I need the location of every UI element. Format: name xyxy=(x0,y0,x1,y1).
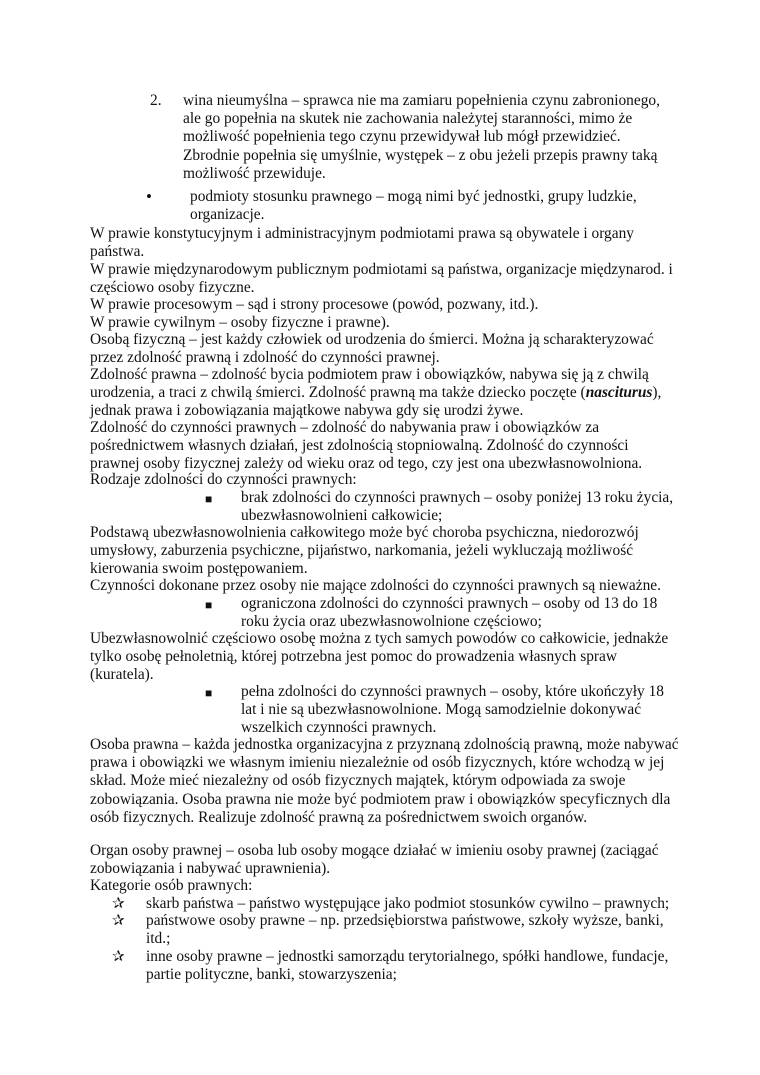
text-part: ), jednak prawa i zobowiązania majątkowe nabywa gdy się urodzi żywe. xyxy=(90,384,662,420)
paragraph-osoba-prawna: Osoba prawna – każda jednostka organizacyjna z przyznaną zdolnością prawną, może nabywać prawa i obowiązki we własnym imieniu niezależnie od osób fizycznych, które wchodzą w jej skład. Może mieć niezależny od osób fizycznych majątek, którym odpowiada za swoje zobowiązania. Osoba prawna nie może być podmiotem praw i obowiązków specyficznych dla osób fizycznych. Realizuje zdolność prawną za pośrednictwem swoich organów. xyxy=(90,736,679,826)
list-text: wina nieumyślna – sprawca nie ma zamiaru popełnienia czynu zabronionego, ale go popełnia na skutek nie zachowania należytej staranności, mimo że możliwość popełnienia tego czynu przewidywał lub mógł przewidzieć. Zbrodnie popełnia się umyślnie, występek – z obu jeżeli przepis prawny taką możliwość przewiduje. xyxy=(183,92,660,182)
paragraph-ubezwlasnowolnienie: Ubezwłasnowolnić częściowo osobę można z tych samych powodów co całkowicie, jednakże tylko osobę pełnoletnią, której potrzebna jest pomoc do prowadzenia własnych spraw (kuratela). xyxy=(90,630,669,684)
list-item-wina-nieumyslna xyxy=(150,92,670,183)
star-text: państwowe osoby prawne – np. przedsiębiorstwa państwowe, szkoły wyższe, banki, itd.; xyxy=(146,912,664,948)
star-text: skarb państwa – państwo występujące jako podmiot stosunków cywilno – prawnych; xyxy=(146,895,670,912)
bullet-text: podmioty stosunku prawnego – mogą nimi być jednostki, grupy ludzkie, organizacje. xyxy=(190,188,637,224)
bullet-item-podmioty xyxy=(146,188,676,224)
square-item-brak xyxy=(205,489,675,525)
square-bullet-icon: ■ xyxy=(205,598,213,612)
square-text: pełna zdolności do czynności prawnych – osoby, które ukończyły 18 lat i nie są ubezwłasnowolnione. Mogą samodzielnie dokonywać wszelkich czynności prawnych. xyxy=(241,683,664,737)
paragraph-cywilne: W prawie cywilnym – osoby fizyczne i prawne). xyxy=(90,314,390,331)
paragraph-organ: Organ osoby prawnej – osoba lub osoby mogące działać w imieniu osoby prawnej (zaciągać zobowiązania i nabywać uprawnienia). xyxy=(90,842,659,878)
square-text: ograniczona zdolności do czynności prawnych – osoby od 13 do 18 roku życia oraz ubezwłasnowolnione częściowo; xyxy=(241,595,658,631)
star-item-panstwowe xyxy=(112,912,672,948)
text-part: Zdolność prawna – zdolność bycia podmiotem praw i obowiązków, nabywa się ją z chwilą urodzenia, a traci z chwilą śmierci. Zdolność prawną ma także dziecko poczęte ( xyxy=(90,366,649,402)
square-bullet-icon: ■ xyxy=(205,492,213,506)
square-item-pelna xyxy=(205,683,675,738)
square-bullet-icon: ■ xyxy=(205,686,213,700)
square-text: brak zdolności do czynności prawnych – osoby poniżej 13 roku życia, ubezwłasnowolnieni całkowicie; xyxy=(241,489,674,525)
paragraph-osoba-fizyczna: Osobą fizyczną – jest każdy człowiek od urodzenia do śmierci. Można ją scharakteryzować przez zdolność prawną i zdolność do czynności prawnej. xyxy=(90,331,654,367)
paragraph-rodzaje: Rodzaje zdolności do czynności prawnych: xyxy=(90,471,357,488)
star-icon: ✰ xyxy=(112,913,125,929)
square-item-ograniczona xyxy=(205,595,675,631)
paragraph-zdolnosc-prawna xyxy=(90,366,680,421)
paragraph-procesowe: W prawie procesowym – sąd i strony procesowe (powód, pozwany, itd.). xyxy=(90,296,539,313)
star-item-inne xyxy=(112,948,672,984)
paragraph-zdolnosc-czynnosci: Zdolność do czynności prawnych – zdolność do nabywania praw i obowiązków za pośrednictwem własnych działań, jest zdolnością stopniowalną. Zdolność do czynności prawnej osoby fizycznej zależy od wieku oraz od tego, czy jest ona ubezwłasnowolniona. xyxy=(90,419,643,473)
paragraph-kategorie: Kategorie osób prawnych: xyxy=(90,877,253,894)
star-text: inne osoby prawne – jednostki samorządu terytorialnego, spółki handlowe, fundacje, partie polityczne, banki, stowarzyszenia; xyxy=(146,948,669,984)
paragraph-konstytucyjne: W prawie konstytucyjnym i administracyjnym podmiotami prawa są obywatele i organy państwa. xyxy=(90,225,634,261)
star-item-skarb xyxy=(112,895,672,913)
paragraph-podstawa: Podstawą ubezwłasnowolnienia całkowitego może być choroba psychiczna, niedorozwój umysłowy, zaburzenia psychiczne, pijaństwo, narkomania, jeżeli wykluczają możliwość kierowania swoim postępowaniem. xyxy=(90,524,639,578)
bullet-icon: • xyxy=(146,187,152,206)
paragraph-niewazne: Czynności dokonane przez osoby nie mające zdolności do czynności prawnych są nieważne. xyxy=(90,577,661,594)
star-icon: ✰ xyxy=(112,949,125,965)
list-number: 2. xyxy=(150,92,162,109)
emphasis-nasciturus: nasciturus xyxy=(585,384,653,402)
paragraph-miedzynarodowe: W prawie międzynarodowym publicznym podmiotami są państwa, organizacje międzynarod. i częściowo osoby fizyczne. xyxy=(90,261,673,297)
star-icon: ✰ xyxy=(112,896,125,912)
